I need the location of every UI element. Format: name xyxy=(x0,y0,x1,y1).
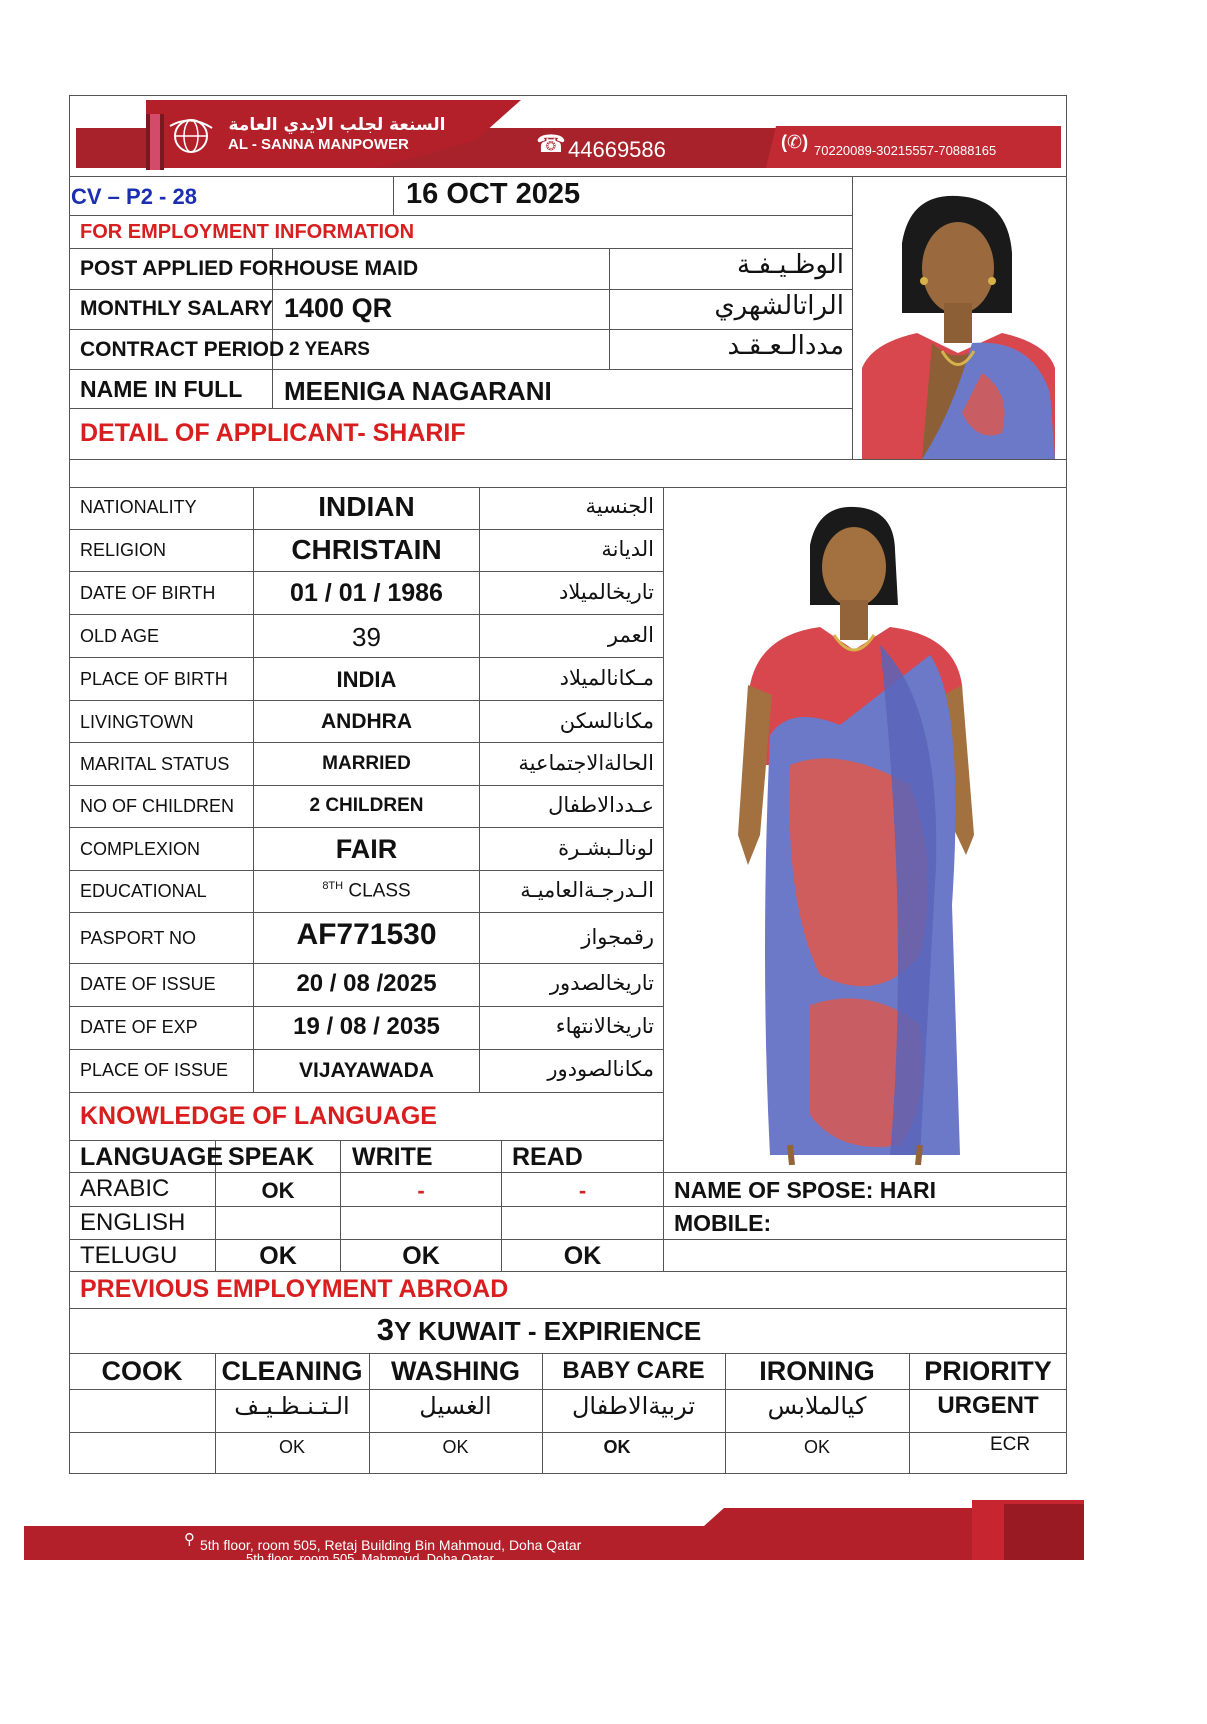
livingtown-arabic: مكانالسكن xyxy=(559,709,654,733)
full-body-photo xyxy=(730,505,980,1165)
skill-cleaning-value: OK xyxy=(278,1437,305,1457)
salary-label: MONTHLY SALARY xyxy=(80,297,273,320)
issue-place-value: VIJAYAWADA xyxy=(298,1059,434,1082)
religion-value: CHRISTAIN xyxy=(291,534,442,565)
skill-ironing-arabic: كيالملابس xyxy=(767,1392,867,1420)
marital-label: MARITAL STATUS xyxy=(80,754,230,774)
birthplace-arabic: مـكانالميلاد xyxy=(559,666,654,690)
age-label: OLD AGE xyxy=(80,626,160,646)
phone-number: 44669586 xyxy=(568,137,666,162)
cv-date: 16 OCT 2025 xyxy=(406,178,581,210)
complexion-label: COMPLEXION xyxy=(80,839,201,859)
name-label: NAME IN FULL xyxy=(80,376,243,402)
skill-cleaning: CLEANING xyxy=(221,1356,363,1386)
dob-value: 01 / 01 / 1986 xyxy=(290,579,443,607)
contract-value: 2 YEARS xyxy=(289,339,370,360)
footer-address-2: 5th floor, room 505, Mahmoud, Doha Qatar xyxy=(246,1551,494,1566)
location-pin-icon: ⚲ xyxy=(184,1531,195,1548)
lang-telugu: TELUGU xyxy=(80,1242,178,1269)
issue-date-value: 20 / 08 /2025 xyxy=(296,970,437,997)
lang-header-read: READ xyxy=(512,1143,583,1171)
livingtown-label: LIVINGTOWN xyxy=(80,712,194,732)
education-label: EDUCATIONAL xyxy=(80,881,207,901)
language-heading: KNOWLEDGE OF LANGUAGE xyxy=(80,1102,437,1130)
skill-washing: WASHING xyxy=(390,1356,520,1386)
employment-heading: FOR EMPLOYMENT INFORMATION xyxy=(80,221,415,243)
education-sup: 8TH xyxy=(322,880,344,892)
lang-header-language: LANGUAGE xyxy=(80,1143,224,1171)
marital-arabic: الحالةالاجتماعية xyxy=(518,751,654,775)
dob-arabic: تاريخالميلاد xyxy=(559,580,654,604)
education-arabic: الـدرجـةالعاميـة xyxy=(520,878,654,902)
salary-value: 1400 QR xyxy=(284,293,393,323)
skill-ironing: IRONING xyxy=(759,1356,875,1386)
nationality-value: INDIAN xyxy=(318,491,415,522)
lang-telugu-read: OK xyxy=(563,1242,602,1270)
age-value: 39 xyxy=(352,622,381,652)
post-arabic: الوظـيـفـة xyxy=(736,250,844,280)
skill-ironing-value: OK xyxy=(803,1437,830,1457)
lang-english: ENGLISH xyxy=(80,1209,186,1236)
lang-arabic: ARABIC xyxy=(80,1175,170,1202)
birthplace-label: PLACE OF BIRTH xyxy=(80,669,228,689)
salary-arabic: الراتالشهري xyxy=(714,291,844,321)
passport-arabic: رقمجواز xyxy=(581,925,654,949)
education-value xyxy=(254,880,479,902)
passport-value: AF771530 xyxy=(296,918,437,951)
priority-ecr: ECR xyxy=(989,1434,1031,1455)
portrait-photo xyxy=(862,193,1055,459)
spouse-mobile: MOBILE: xyxy=(674,1210,772,1236)
lang-header-write: WRITE xyxy=(352,1143,433,1171)
nationality-arabic: الجنسية xyxy=(585,494,654,518)
religion-label: RELIGION xyxy=(80,540,167,560)
dob-label: DATE OF BIRTH xyxy=(80,583,216,603)
skill-priority: PRIORITY xyxy=(924,1356,1052,1386)
mobile-icon: (✆) xyxy=(781,132,809,152)
phone-icon: ☎ xyxy=(536,131,566,158)
cv-code: CV – P2 - 28 xyxy=(71,184,197,209)
complexion-arabic: لونالـبشـرة xyxy=(558,836,654,860)
exp-date-arabic: تاريخالانتهاء xyxy=(555,1014,654,1038)
children-arabic: عـددالاطفال xyxy=(548,793,654,817)
experience-line xyxy=(69,1312,1009,1348)
post-value: HOUSE MAID xyxy=(284,257,419,280)
contract-label: CONTRACT PERIOD xyxy=(80,338,285,361)
skill-washing-arabic: الغسيل xyxy=(419,1392,492,1420)
lang-arabic-speak: OK xyxy=(261,1178,295,1203)
issue-place-label: PLACE OF ISSUE xyxy=(80,1060,229,1080)
skill-babycare: BABY CARE xyxy=(562,1357,705,1384)
priority-value: URGENT xyxy=(937,1392,1039,1419)
spouse-name: NAME OF SPOSE: HARI xyxy=(674,1177,936,1203)
lang-header-speak: SPEAK xyxy=(228,1143,315,1171)
contract-arabic: مددالـعـقـد xyxy=(727,331,844,361)
lang-arabic-read: - xyxy=(578,1178,587,1203)
lang-telugu-write: OK xyxy=(402,1242,440,1270)
skill-cleaning-arabic: الـتـنـظـيـف xyxy=(234,1392,350,1420)
lang-telugu-speak: OK xyxy=(259,1242,297,1270)
full-name: MEENIGA NAGARANI xyxy=(284,376,552,406)
age-arabic: العمر xyxy=(607,623,654,647)
mobile-numbers: 70220089-30215557-70888165 xyxy=(814,143,997,158)
children-label: NO OF CHILDREN xyxy=(80,796,235,816)
footer-address: 5th floor, room 505, Retaj Building Bin Mahmoud, Doha Qatar xyxy=(200,1537,582,1553)
exp-date-value: 19 / 08 / 2035 xyxy=(293,1013,440,1040)
company-name: AL - SANNA MANPOWER xyxy=(228,136,409,153)
skill-babycare-arabic: تربيةالاطفال xyxy=(571,1392,696,1420)
globe-logo-icon xyxy=(168,116,214,156)
marital-value: MARRIED xyxy=(322,753,411,774)
skill-washing-value: OK xyxy=(442,1437,469,1457)
issue-place-arabic: مكانالصودور xyxy=(547,1057,654,1081)
skill-babycare-value: OK xyxy=(603,1437,631,1457)
detail-heading: DETAIL OF APPLICANT- SHARIF xyxy=(80,419,466,447)
religion-arabic: الديانة xyxy=(601,537,654,561)
experience-years: 3 xyxy=(376,1312,394,1347)
passport-label: PASPORT NO xyxy=(80,928,197,948)
skill-cook: COOK xyxy=(101,1356,183,1386)
issue-date-label: DATE OF ISSUE xyxy=(80,974,216,994)
previous-heading: PREVIOUS EMPLOYMENT ABROAD xyxy=(80,1275,509,1303)
post-label: POST APPLIED FOR xyxy=(80,257,284,280)
complexion-value: FAIR xyxy=(335,834,398,864)
issue-date-arabic: تاريخالصدور xyxy=(549,971,654,995)
education-text: CLASS xyxy=(348,880,411,902)
lang-arabic-write: - xyxy=(417,1178,425,1203)
livingtown-value: ANDHRA xyxy=(321,710,412,733)
exp-date-label: DATE OF EXP xyxy=(80,1017,198,1037)
company-name-arabic: السنعة لجلب الايدي العامة xyxy=(228,115,446,135)
nationality-label: NATIONALITY xyxy=(80,497,197,517)
birthplace-value: INDIA xyxy=(336,667,397,692)
experience-detail: Y KUWAIT - EXPIRIENCE xyxy=(394,1316,702,1346)
children-value: 2 CHILDREN xyxy=(309,795,424,816)
